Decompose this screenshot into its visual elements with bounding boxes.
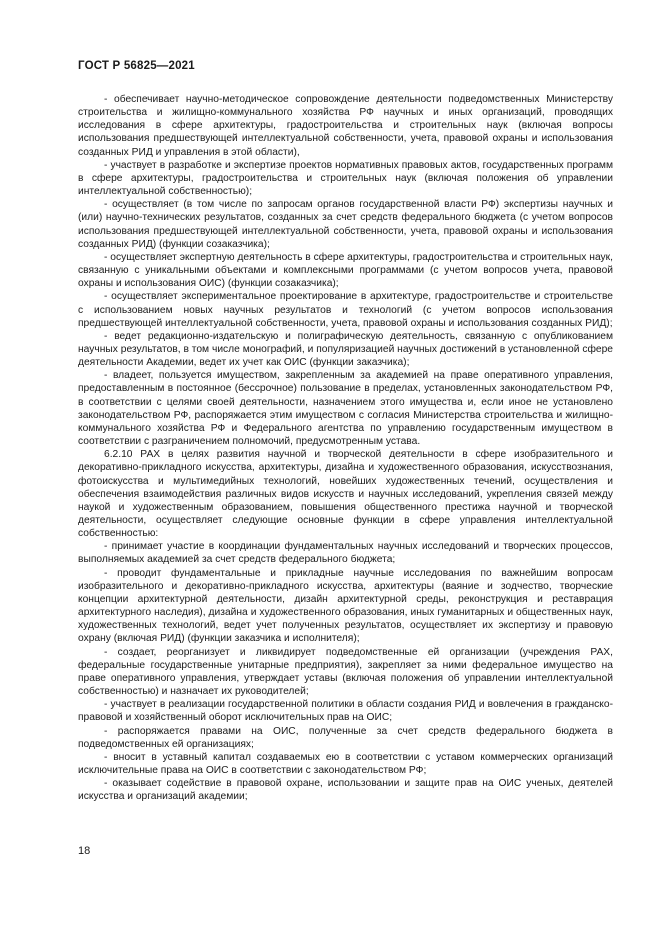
paragraph: - обеспечивает научно-методическое сопровождение деятельности подведомственных Министерству строительства и жилищно-коммунального хозяйства РФ научных и иных организаций, проводящих исследования в сфере архитектуры, градостроительства и строительных наук (включая вопросы использования предшествующей интеллектуальной собственности, учета, правовой охраны и использования созданных РИД и управления в этой области), [78, 94, 613, 158]
page-number: 18 [78, 845, 91, 857]
paragraph: - оказывает содействие в правовой охране, использовании и защите прав на ОИС ученых, деятелей искусства и организаций академии; [78, 778, 613, 803]
paragraph: - ведет редакционно-издательскую и полиграфическую деятельность, связанную с опубликованием научных результатов, в том числе монографий, и популяризацией научных достижений в установленной сфере деятельности Академии, ведет их учет как ОИС (функции заказчика); [78, 330, 613, 369]
paragraph: - участвует в реализации государственной политики в области создания РИД и вовлечения в гражданско-правовой и хозяйственный оборот исключительных прав на ОИС; [78, 699, 613, 724]
section-paragraph: 6.2.10 РАХ в целях развития научной и творческой деятельности в сфере изобразительного и декоративно-прикладного искусства, архитектуры, дизайна и художественного образования, искусствознания, фотоискусства и мультимедийных технологий, новейших художественных течений, осуществления и обеспечения взаимодействия различных видов искусств и научных исследований, укрепления связей между наукой и художественным образованием, повышения общественного престижа научной и творческой деятельности, осуществляет следующие основные функции в сфере управления интеллектуальной собственностью: [78, 449, 613, 540]
paragraph: - участвует в разработке и экспертизе проектов нормативных правовых актов, государственных программ в сфере архитектуры, градостроительства и строительных наук (включая положения об управлении интеллектуальной собственностью); [78, 159, 613, 198]
document-header-title: ГОСТ Р 56825—2021 [78, 60, 195, 72]
paragraph: - распоряжается правами на ОИС, полученные за счет средств федерального бюджета в подведомственных ей организациях; [78, 725, 613, 750]
paragraph: - создает, реорганизует и ликвидирует подведомственные ей организации (учреждения РАХ, федеральные государственные унитарные предприятия), закрепляет за ними федеральное имущество на праве оперативного управления, утверждает уставы (включая положения об управлении интеллектуальной собственностью) и назначает их руководителей; [78, 646, 613, 698]
paragraph: - проводит фундаментальные и прикладные научные исследования по важнейшим вопросам изобразительного и декоративно-прикладного искусства, архитектуры (ваяние и зодчество, творческие концепции архитектурной деятельности, дизайн архитектурной среды, реконструкция и реставрация архитектурного наследия), дизайна и художественного образования, иных гуманитарных и общественных наук, художественных технологий, ведет учет полученных результатов, осуществляет их экспертизу и правовую охрану (включая РИД) (функции заказчика и исполнителя); [78, 567, 613, 645]
paragraph: - осуществляет экспериментальное проектирование в архитектуре, градостроительстве и строительстве с использованием новых научных результатов и технологий (с учетом вопросов использования предшествующей интеллектуальной собственности, учета, правовой охраны и использования созданных РИД); [78, 291, 613, 329]
paragraph: - принимает участие в координации фундаментальных научных исследований и творческих процессов, выполняемых академией за счет средств федерального бюджета; [78, 541, 613, 566]
document-body [78, 93, 613, 803]
paragraph: - осуществляет (в том числе по запросам органов государственной власти РФ) экспертизы научных и (или) научно-технических результатов, созданных за счет средств федерального бюджета (с учетом вопросов использования предшествующей интеллектуальной собственности, учета, правовой охраны и использования созданных РИД) (функции созаказчика); [78, 199, 613, 250]
paragraph: - владеет, пользуется имуществом, закрепленным за академией на праве оперативного управления, предоставленным в постоянное (бессрочное) пользование в пределах, установленных законодательством РФ, в соответствии с целями своей деятельности, назначением этого имущества и, если иное не установлено законодательством РФ, распоряжается этим имуществом с согласия Министерства строительства и жилищно-коммунального хозяйства РФ и Федерального агентства по управлению государственным имуществом в соответствии с разграничением полномочий, предусмотренным устава. [78, 370, 613, 448]
paragraph: - осуществляет экспертную деятельность в сфере архитектуры, градостроительства и строительных наук, связанную с уникальными объектами и комплексными программами (с учетом вопросов учета, правовой охраны и использования ОИС) (функции созаказчика); [78, 251, 613, 290]
paragraph: - вносит в уставный капитал создаваемых ею в соответствии с уставом коммерческих организаций исключительные права на ОИС в соответствии с законодательством РФ; [78, 751, 613, 776]
